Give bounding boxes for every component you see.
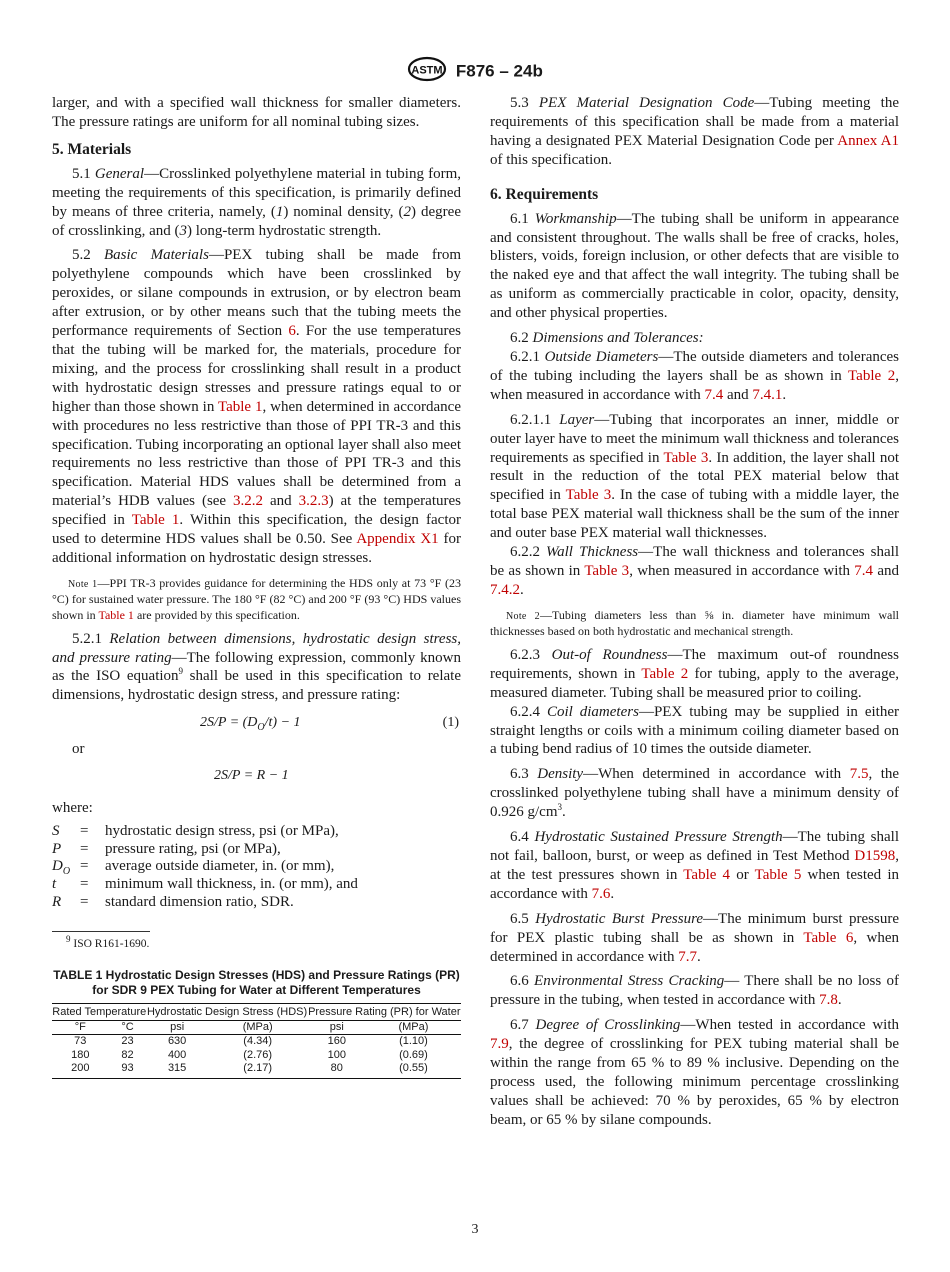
section-5-2: 5.2 Basic Materials—PEX tubing shall be made from polyethylene compounds which have been crosslinked by peroxides, or silane compounds in extrusion, or by electron beam after extrusion, or by other means such that the tubing meets the performance requirements of Section 6. For the use temperatures that the tubing will be marked for, the materials, procedure for mixing, and the process for crosslinking shall result in a product with hydrostatic design stresses and pressure ratings equal to or higher than those shown in Table 1, when determined in accordance with procedures no less restrictive than those of PPI TR-3 and this specification. Tubing incorporating an optional layer shall also meet requirements no less restrictive than those of PPI TR-3 and this specification. Material HDS values shall be determined from a material’s HDB values (see 3.2.2 and 3.2.3) at the temperatures specified in Table 1. Within this specification, the design factor used to determine HDS values shall be 0.50. See Appendix X1 for additional information on hydrostatic design stresses. (52, 247, 462, 566)
link-table-4[interactable]: Table 4 (683, 866, 731, 883)
link-3-2-3[interactable]: 3.2.3 (298, 493, 329, 510)
link-section-6[interactable]: 6 (288, 323, 296, 340)
link-annex-a1[interactable]: Annex A1 (837, 132, 899, 149)
section-6-2-4: 6.2.4 Coil diameters—PEX tubing may be supplied in either straight lengths or coils with a minimum coiling diameter based on a tubing bend radius of 10 times the outside diameter. (490, 703, 900, 758)
definition-row: S = hydrostatic design stress, psi (or MPa), (52, 823, 339, 840)
section-6-2-1-1: 6.2.1.1 Layer—Tubing that incorporates an inner, middle or outer layer have to meet the minimum wall thickness and tolerances requirements as specified in Table 3. In addition, the layer shall not result in the reduction of the total PEX material below that specified in Table 3. In the case of tubing with a middle layer, the total base PEX material wall thickness shall be the sum of the inner and outer base PEX material wall thicknesses. (490, 411, 900, 542)
header-rated-temperature: Rated Temperature (52, 1004, 147, 1021)
section-6-5: 6.5 Hydrostatic Burst Pressure—The minimum burst pressure for PEX plastic tubing shall be as shown in Table 6, when determined in accordance with 7.7. (490, 910, 899, 965)
equation-number: (1) (442, 715, 459, 731)
link-d1598[interactable]: D1598 (854, 848, 896, 864)
section-5-2-1: 5.2.1 Relation between dimensions, hydrostatic design stress, and pressure rating—The following expression, commonly known as the ISO equation$^9$ shall be used in this specification to relate dimensions, hydrostatic design stress, and pressure rating: (52, 630, 462, 704)
note-1: Note 1—PPI TR-3 provides guidance for determining the HDS only at 73 °F (23 °C) for sustained water pressure. The 180 °F (82 °C) and 200 °F (93 °C) HDS values shown in Table 1 are provided by this specification. (52, 575, 461, 623)
link-appendix-x1[interactable]: Appendix X1 (356, 531, 439, 548)
link-7-4-1[interactable]: 7.4.1 (752, 386, 783, 403)
section-5-3: 5.3 PEX Material Designation Code—Tubing meeting the requirements of this specification shall be made from a material having a designated PEX Material Designation Code per Annex A1 of this specification. (490, 95, 899, 168)
or-text: or (72, 741, 85, 758)
table-row: 73 23 630 (4.34) 160 (1.10) (74, 1035, 428, 1048)
table-1-caption: TABLE 1 Hydrostatic Design Stresses (HDS) and Pressure Ratings (PR) for SDR 9 PEX Tubing for Water at Different Temperatures (53, 968, 460, 998)
equation-1: $2S/P = (D_O/t) - 1$ (1) (200, 715, 459, 734)
link-7-7[interactable]: 7.7 (678, 948, 697, 965)
link-7-9[interactable]: 7.9 (490, 1036, 509, 1053)
right-column (490, 94, 899, 1136)
link-table-3[interactable]: Table 3 (584, 562, 630, 579)
header-pr: Pressure Rating (PR) for Water (308, 1004, 461, 1021)
section-5-heading: 5. Materials (52, 140, 132, 158)
variable-definitions (52, 823, 358, 911)
footnote-divider (52, 931, 150, 932)
link-7-4-2[interactable]: 7.4.2 (490, 581, 520, 598)
section-6-7: 6.7 Degree of Crosslinking—When tested in accordance with 7.9, the degree of crosslinking for PEX tubing material shall be within the range from 65 % to 89 % inclusive. Depending on the process used, the following minimum percentage crosslinking values shall be achieved: 70 % by peroxides, 65 % by electron beam, or 65 % by silane compounds. (490, 1017, 900, 1128)
link-3-2-2[interactable]: 3.2.2 (233, 493, 264, 510)
header-hds: Hydrostatic Design Stress (HDS) (147, 1004, 308, 1021)
definition-row: R = standard dimension ratio, SDR. (52, 893, 294, 910)
link-7-6[interactable]: 7.6 (591, 885, 611, 902)
link-table-2[interactable]: Table 2 (848, 367, 896, 384)
table-row: 200 93 315 (2.17) 80 (0.55) (52, 1062, 461, 1078)
equation-2: 2S/P = R − 1 (214, 768, 289, 784)
definition-row: $D_O$ = average outside diameter, in. (or mm), (52, 858, 335, 878)
table-row: 180 82 400 (2.76) 100 (0.69) (71, 1048, 428, 1061)
astm-logo (407, 56, 447, 87)
table-1 (52, 1003, 461, 1079)
section-5-1: 5.1 General—Crosslinked polyethylene material in tubing form, meeting the requirements of this specification, is primarily defined by means of three criteria, namely, (1) nominal density, (2) degree of crosslinking, and (3) long-term hydrostatic strength. (52, 165, 461, 239)
link-table-3[interactable]: Table 3 (565, 487, 612, 504)
document-id: F876 – 24b (455, 61, 543, 81)
paragraph-continued: larger, and with a specified wall thickness for smaller diameters. The pressure ratings are uniform for all nominal tubing sizes. (52, 95, 461, 130)
page-header (0, 56, 950, 87)
link-7-5[interactable]: 7.5 (849, 766, 869, 783)
table-header-row (52, 1004, 461, 1021)
table-units-row: °F °C psi (MPa) psi (MPa) (52, 1020, 461, 1035)
link-table-2[interactable]: Table 2 (641, 665, 689, 682)
link-7-8[interactable]: 7.8 (819, 992, 838, 1009)
definition-row: t = minimum wall thickness, in. (or mm), and (52, 876, 358, 893)
section-6-2-2: 6.2.2 Wall Thickness—The wall thickness and tolerances shall be as shown in Table 3, when measured in accordance with 7.4 and 7.4.2. (490, 544, 899, 598)
link-table-5[interactable]: Table 5 (754, 866, 802, 883)
link-7-4[interactable]: 7.4 (704, 386, 724, 403)
section-6-2: 6.2 Dimensions and Tolerances: (510, 330, 704, 347)
footnote-9: $^9$ ISO R161-1690. (66, 934, 150, 951)
svg-text:ASTM: ASTM (411, 64, 443, 77)
section-6-2-3: 6.2.3 Out-of Roundness—The maximum out-of roundness requirements, shown in Table 2 for tubing, apply to the average, measured diameter. Tubing shall be measured prior to coiling. (490, 646, 899, 701)
link-7-4[interactable]: 7.4 (854, 562, 874, 579)
section-6-2-1: 6.2.1 Outside Diameters—The outside diameters and tolerances of the tubing including the layers shall be as shown in Table 2, when measured in accordance with 7.4 and 7.4.1. (490, 348, 900, 403)
left-column (52, 94, 461, 1079)
definition-row: P = pressure rating, psi (or MPa), (52, 840, 281, 857)
page-number: 3 (471, 1222, 479, 1237)
section-6-6: 6.6 Environmental Stress Cracking— There shall be no loss of pressure in the tubing, when tested in accordance with 7.8. (490, 973, 900, 1009)
note-2: Note 2—Tubing diameters less than ⅝ in. diameter have minimum wall thicknesses based on both hydrostatic and mechanical strength. (490, 607, 899, 639)
link-table-1[interactable]: Table 1 (98, 608, 134, 623)
link-table-6[interactable]: Table 6 (803, 929, 854, 946)
section-6-3: 6.3 Density—When determined in accordance with 7.5, the crosslinked polyethylene tubing shall have a minimum density of 0.926 $g/cm^3$. (490, 766, 900, 821)
section-6-4: 6.4 Hydrostatic Sustained Pressure Strength—The tubing shall not fail, balloon, burst, or weep as defined in Test Method D1598, at the test pressures shown in Table 4 or Table 5 when tested in accordance with 7.6. (490, 829, 899, 902)
footnote-ref: 9 (178, 666, 184, 677)
link-table-1[interactable]: Table 1 (131, 512, 180, 529)
link-table-1[interactable]: Table 1 (217, 398, 263, 415)
link-table-3[interactable]: Table 3 (663, 449, 709, 466)
where-label: where: (52, 800, 93, 817)
section-6-1: 6.1 Workmanship—The tubing shall be uniform in appearance and consistent throughout. The walls shall be free of cracks, holes, blisters, voids, foreign inclusion, or other defects that are visible to the naked eye and that affect the wall integrity. The tubing shall be as uniform as commercially practicable in color, opacity, density, and other physical properties. (490, 210, 900, 322)
section-6-heading: 6. Requirements (490, 185, 599, 203)
